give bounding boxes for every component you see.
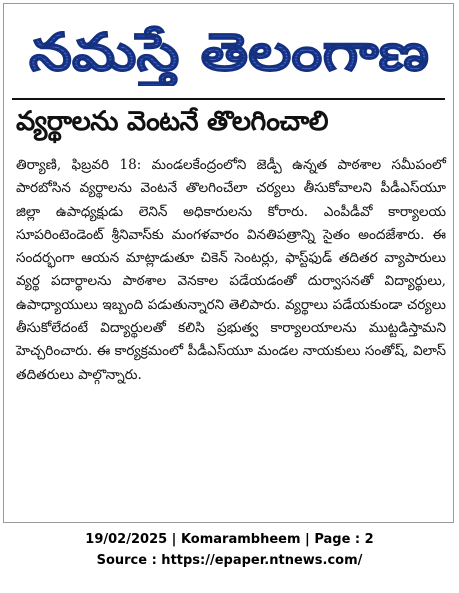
article-body: తిర్యాణి, ఫిబ్రవరి 18: మండలకేంద్రంలోని జెడ్పీ ఉన్నత పాఠశాల సమీపంలో పారబోసిన వ్యర్థాలను వెంటనే తొలగించేలా చర్యలు తీసుకోవాలని పీడీఎస్‌యూ జిల్లా ఉపాధ్యక్షుడు లెనిన్ అధికారులను కోరారు. ఎంపీడీవో కార్యాలయ సూపరింటెండెంట్ శ్రీనివాస్‌కు మంగళవారం వినతిపత్రాన్ని సైతం అందజేశారు. ఈ సందర్భంగా ఆయన మాట్లాడుతూ చికెన్ సెంటర్లు, ఫాస్ట్‌ఫుడ్ తదితర వ్యాపారులు వ్యర్థ పదార్థాలను పాఠశాల వెనకాల పడేయడంతో దుర్వాసనతో విద్యార్థులు, ఉపాధ్యాయులు ఇబ్బంది పడుతున్నారని తెలిపారు. వ్యర్థాలు పడేయకుండా చర్యలు తీసుకోలేదంటే విద్యార్థులతో కలిసి ప్రభుత్వ కార్యాలయాలను ముట్టడిస్తామని హెచ్చరించారు. ఈ కార్యక్రమంలో పీడీఎస్‌యూ మండల నాయకులు సంతోష్, విలాస్ తదితరులు పాల్గొన్నారు. bbox=[16, 157, 446, 383]
masthead bbox=[4, 10, 455, 83]
clipping-frame bbox=[3, 3, 454, 523]
newspaper-logo bbox=[4, 10, 455, 86]
footer-date-edition: 19/02/2025 | Komarambheem | Page : 2 bbox=[85, 532, 374, 547]
svg-text:నమస్తే తెలంగాణ: నమస్తే తెలంగాణ bbox=[29, 23, 370, 83]
masthead-divider bbox=[12, 98, 445, 100]
footer-source: Source : https://epaper.ntnews.com/ bbox=[96, 553, 363, 568]
article-headline: వ్యర్థాలను వెంటనే తొలగించాలి bbox=[16, 106, 329, 137]
